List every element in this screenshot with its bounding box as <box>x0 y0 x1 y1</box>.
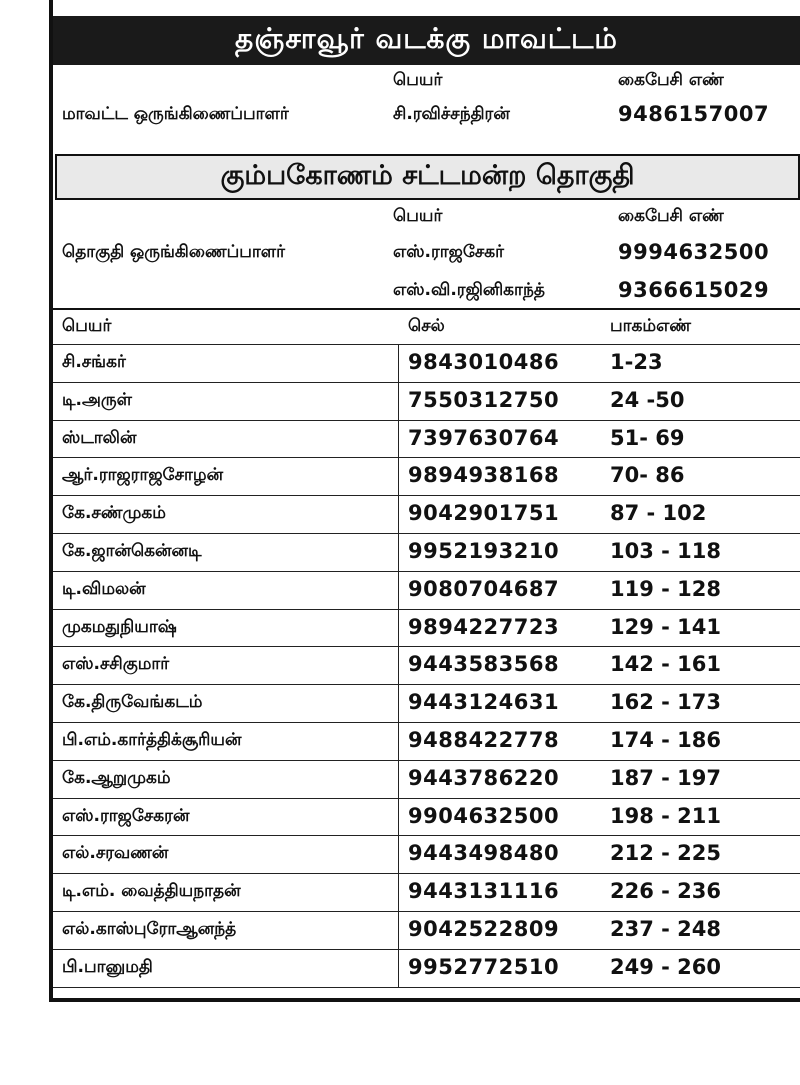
table-row <box>53 609 800 647</box>
row-booth: 237 - 248 <box>610 917 722 941</box>
table-row <box>53 873 800 911</box>
row-name: கே.ஜான்கென்னடி <box>62 541 202 561</box>
row-name: ஆர்.ராஜராஜசோழன் <box>62 465 224 486</box>
row-cell: 9894938168 <box>408 463 560 488</box>
constituency-col-phone: கைபேசி எண் <box>618 206 724 226</box>
row-booth: 70- 86 <box>610 463 685 488</box>
row-name: சி.சங்கர் <box>62 352 126 372</box>
table-header-booth: பாகம்எண் <box>610 316 691 336</box>
row-cell: 9904632500 <box>408 803 560 828</box>
row-cell: 9443786220 <box>408 765 560 790</box>
table-top-rule <box>53 308 800 310</box>
constituency-coordinator-phone: 9366615029 <box>618 278 770 302</box>
table-row <box>53 344 800 382</box>
district-col-name: பெயர் <box>393 70 443 90</box>
constituency-coordinator-name: எஸ்.வி.ரஜினிகாந்த் <box>393 280 545 300</box>
constituency-title: கும்பகோணம் சட்டமன்ற தொகுதி <box>55 154 800 200</box>
row-cell: 9443498480 <box>408 841 560 866</box>
row-name: ஸ்டாலின் <box>62 427 137 448</box>
row-cell: 7397630764 <box>408 425 560 450</box>
column-divider <box>398 344 399 987</box>
row-name: பி.பானுமதி <box>62 956 153 977</box>
row-booth: 142 - 161 <box>610 652 722 677</box>
row-booth: 212 - 225 <box>610 841 722 866</box>
table-row <box>53 533 800 571</box>
table-header-cell: செல் <box>408 316 445 336</box>
district-coordinator-phone: 9486157007 <box>618 102 770 126</box>
row-cell: 9080704687 <box>408 576 560 601</box>
row-booth: 119 - 128 <box>610 576 722 601</box>
row-name: டி.விமலன் <box>62 578 146 599</box>
table-row <box>53 684 800 722</box>
row-name: எஸ்.சசிகுமார் <box>62 654 170 675</box>
table-header-name: பெயர் <box>62 316 112 336</box>
table-row <box>53 722 800 760</box>
row-booth: 51- 69 <box>610 425 685 450</box>
row-cell: 9952193210 <box>408 539 560 563</box>
row-name: பி.எம்.கார்த்திக்சூரியன் <box>62 730 242 750</box>
row-name: கே.ஆறுமுகம் <box>62 767 171 788</box>
row-cell: 9894227723 <box>408 614 560 639</box>
table-row <box>53 646 800 684</box>
row-name: எல்.காஸ்புரோஆனந்த் <box>62 919 237 939</box>
row-cell: 9042901751 <box>408 501 560 526</box>
row-name: டி.எம். வைத்தியநாதன் <box>62 881 241 902</box>
table-row <box>53 798 800 836</box>
row-booth: 129 - 141 <box>610 614 722 639</box>
table-row <box>53 457 800 495</box>
row-name: முகமதுநியாஷ் <box>62 616 177 637</box>
row-booth: 174 - 186 <box>610 728 722 752</box>
row-cell: 9443124631 <box>408 690 560 715</box>
row-name: எஸ்.ராஜசேகரன் <box>62 805 190 826</box>
row-name: கே.திருவேங்கடம் <box>62 692 203 713</box>
row-booth: 187 - 197 <box>610 765 722 790</box>
row-booth: 249 - 260 <box>610 954 722 979</box>
table-row <box>53 911 800 949</box>
table-row <box>53 495 800 533</box>
row-booth: 198 - 211 <box>610 803 722 828</box>
constituency-coordinator-phone: 9994632500 <box>618 240 770 264</box>
table-rule <box>53 987 800 988</box>
row-name: எல்.சரவணன் <box>62 843 169 864</box>
row-name: கே.சண்முகம் <box>62 503 166 524</box>
row-booth: 1-23 <box>610 350 663 374</box>
row-booth: 226 - 236 <box>610 879 722 904</box>
row-booth: 24 -50 <box>610 387 685 412</box>
table-row <box>53 760 800 798</box>
row-booth: 103 - 118 <box>610 539 722 563</box>
constituency-col-name: பெயர் <box>393 206 443 226</box>
row-booth: 87 - 102 <box>610 501 707 526</box>
row-cell: 9443131116 <box>408 879 560 904</box>
row-cell: 7550312750 <box>408 387 560 412</box>
district-col-phone: கைபேசி எண் <box>618 70 724 90</box>
row-cell: 9443583568 <box>408 652 560 677</box>
table-row <box>53 949 800 987</box>
table-row <box>53 835 800 873</box>
row-name: டி.அருள் <box>62 389 132 410</box>
district-title: தஞ்சாவூர் வடக்கு மாவட்டம் <box>53 16 800 65</box>
constituency-coordinator-name: எஸ்.ராஜசேகர் <box>393 242 505 262</box>
district-role: மாவட்ட ஒருங்கிணைப்பாளர் <box>62 104 289 124</box>
constituency-role: தொகுதி ஒருங்கிணைப்பாளர் <box>62 242 285 262</box>
row-cell: 9843010486 <box>408 350 560 374</box>
row-cell: 9488422778 <box>408 728 560 752</box>
table-row <box>53 420 800 458</box>
table-row <box>53 382 800 420</box>
row-cell: 9952772510 <box>408 954 560 979</box>
row-booth: 162 - 173 <box>610 690 722 715</box>
table-row <box>53 571 800 609</box>
district-coordinator-name: சி.ரவிச்சந்திரன் <box>393 104 510 124</box>
row-cell: 9042522809 <box>408 917 560 941</box>
